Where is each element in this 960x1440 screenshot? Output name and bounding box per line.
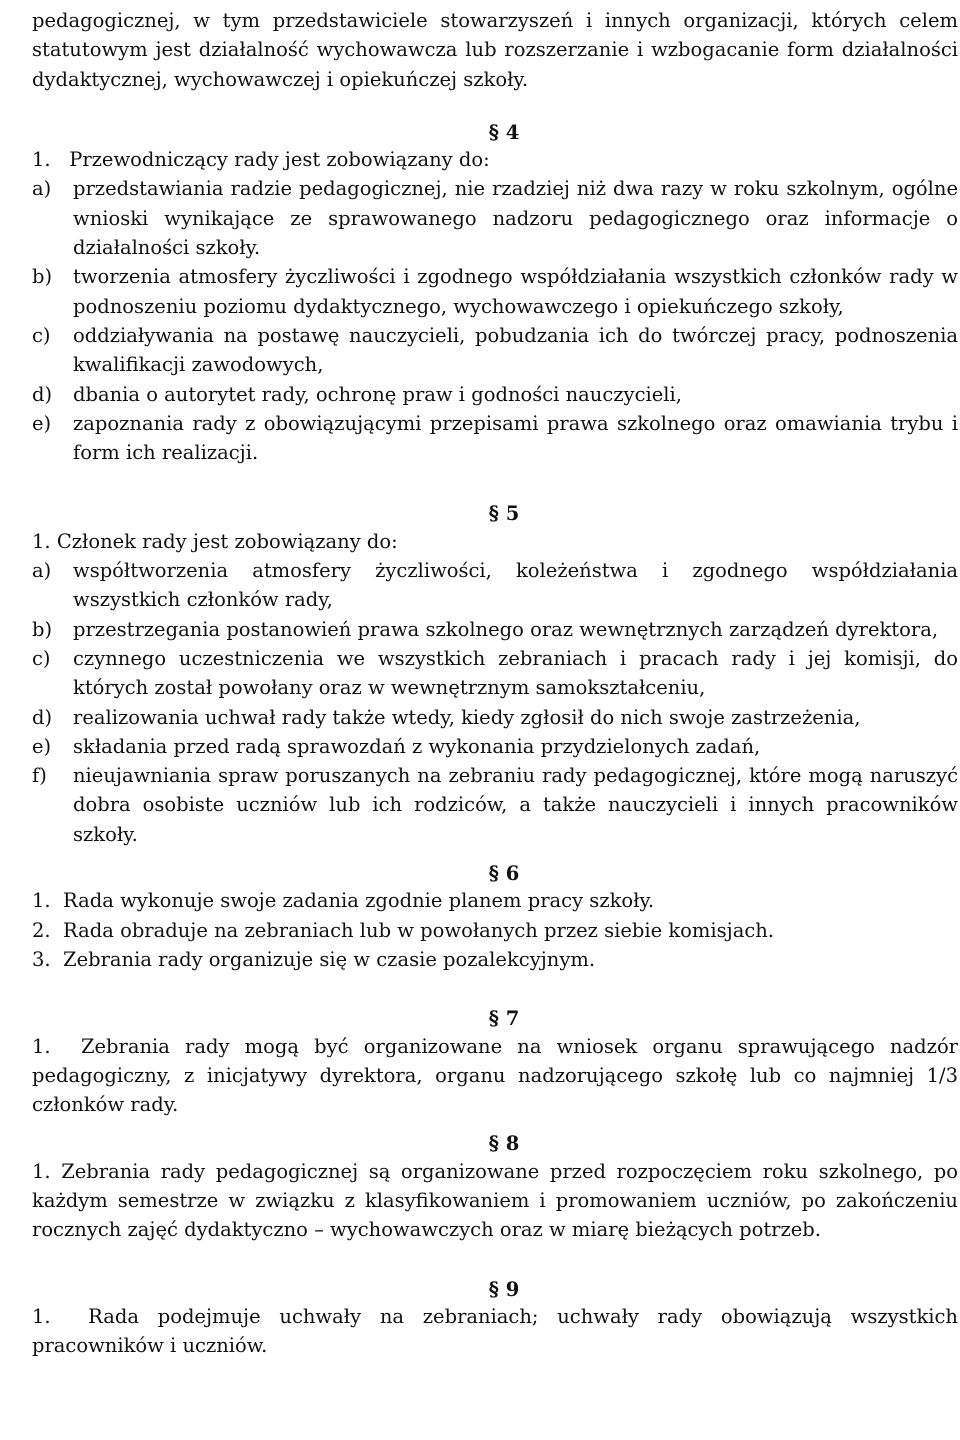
item-text: współtworzenia atmosfery życzliwości, koleżeństwa i zgodnego współdziałania wszystkich członków rady, bbox=[73, 559, 958, 612]
item-label: b) bbox=[32, 265, 53, 289]
section-7-heading: § 7 bbox=[488, 1007, 520, 1031]
point-text: Przewodniczący rady jest zobowiązany do: bbox=[69, 148, 490, 172]
point-label: 1. bbox=[32, 1034, 51, 1058]
item-text: oddziaływania na postawę nauczycieli, pobudzania ich do twórczej pracy, podnoszenia kwalifikacji zawodowych, bbox=[73, 323, 958, 377]
item-label: d) bbox=[32, 705, 53, 729]
section-5-item-e bbox=[32, 732, 958, 761]
point-text: Rada podejmuje uchwały na zebraniach; uchwały rady obowiązują wszystkich pracowników i uczniów. bbox=[32, 1304, 958, 1358]
section-4-item-b bbox=[32, 262, 958, 321]
point-label: 3. bbox=[32, 947, 51, 971]
point-text: Zebrania rady mogą być organizowane na wniosek organu sprawującego nadzór pedagogiczny, z inicjatywy dyrektora, organu nadzorującego szkołę lub co najmniej 1/3 członków rady. bbox=[32, 1034, 959, 1117]
item-label: b) bbox=[32, 617, 53, 641]
point-text: Rada obraduje na zebraniach lub w powołanych przez siebie komisjach. bbox=[63, 918, 774, 942]
item-text: nieujawniania spraw poruszanych na zebraniu rady pedagogicznej, które mogą naruszyć dobra osobiste uczniów lub ich rodziców, a także nauczycieli i innych pracowników szkoły. bbox=[73, 764, 958, 846]
point-label: 1. bbox=[32, 529, 51, 553]
item-text: przedstawiania radzie pedagogicznej, nie rzadziej niż dwa razy w roku szkolnym, ogólne wnioski wynikające ze sprawowanego nadzoru pedagogicznego oraz informacje o działalności szkoły. bbox=[73, 177, 958, 260]
section-5-item-b bbox=[32, 615, 958, 644]
section-4-item-a bbox=[32, 174, 958, 262]
item-text: dbania o autorytet rady, ochronę praw i godności nauczycieli, bbox=[73, 382, 682, 406]
item-label: a) bbox=[32, 177, 52, 201]
section-8-point-1 bbox=[32, 1157, 958, 1245]
item-label: f) bbox=[32, 764, 47, 788]
item-label: e) bbox=[32, 411, 52, 435]
point-text: Rada wykonuje swoje zadania zgodnie planem pracy szkoły. bbox=[63, 889, 655, 913]
section-4-item-d bbox=[32, 380, 958, 409]
section-5-item-a bbox=[32, 556, 958, 615]
section-5-heading: § 5 bbox=[488, 502, 520, 526]
point-text: Członek rady jest zobowiązany do: bbox=[56, 529, 398, 553]
section-9-point-1 bbox=[32, 1302, 958, 1361]
item-label: e) bbox=[32, 734, 52, 758]
item-text: zapoznania rady z obowiązującymi przepisami prawa szkolnego oraz omawiania trybu i form ich realizacji. bbox=[73, 411, 958, 465]
point-label: 1. bbox=[32, 148, 51, 172]
section-8-heading: § 8 bbox=[488, 1132, 520, 1156]
point-label: 1. bbox=[32, 889, 51, 913]
intro-paragraph: pedagogicznej, w tym przedstawiciele stowarzyszeń i innych organizacji, których celem statutowym jest działalność wychowawcza lub rozszerzanie i wzbogacanie form działalności dydaktycznej, wychowawczej i opiekuńczej szkoły. bbox=[32, 9, 958, 91]
item-label: c) bbox=[32, 646, 51, 670]
section-5-item-f bbox=[32, 761, 958, 849]
document-body bbox=[32, 6, 958, 1360]
section-5-point-1 bbox=[32, 527, 958, 556]
item-label: d) bbox=[32, 382, 53, 406]
item-label: a) bbox=[32, 559, 52, 583]
item-text: tworzenia atmosfery życzliwości i zgodnego współdziałania wszystkich członków rady w podnoszeniu poziomu dydaktycznego, wychowawczego i opiekuńczego szkoły, bbox=[73, 265, 958, 318]
section-9-heading: § 9 bbox=[488, 1277, 520, 1301]
section-4-point-1 bbox=[32, 145, 958, 174]
section-5-item-d bbox=[32, 703, 958, 732]
item-text: przestrzegania postanowień prawa szkolnego oraz wewnętrznych zarządzeń dyrektora, bbox=[73, 617, 939, 641]
item-text: realizowania uchwał rady także wtedy, kiedy zgłosił do nich swoje zastrzeżenia, bbox=[73, 705, 861, 729]
point-label: 1. bbox=[32, 1159, 51, 1183]
point-label: 1. bbox=[32, 1304, 51, 1328]
section-6-point-1 bbox=[32, 886, 958, 915]
section-5-item-c bbox=[32, 644, 958, 703]
item-text: składania przed radą sprawozdań z wykonania przydzielonych zadań, bbox=[73, 734, 761, 758]
point-text: Zebrania rady pedagogicznej są organizowane przed rozpoczęciem roku szkolnego, po każdym semestrze w związku z klasyfikowaniem i promowaniem uczniów, po zakończeniu rocznych zajęć dydaktyczno – wychowawczych oraz w miarę bieżących potrzeb. bbox=[32, 1159, 958, 1242]
section-4-item-c bbox=[32, 321, 958, 380]
point-text: Zebrania rady organizuje się w czasie pozalekcyjnym. bbox=[63, 947, 596, 971]
point-label: 2. bbox=[32, 918, 51, 942]
section-6-point-2 bbox=[32, 916, 958, 945]
section-6-heading: § 6 bbox=[488, 862, 520, 886]
item-label: c) bbox=[32, 323, 51, 347]
section-6-point-3 bbox=[32, 945, 958, 974]
section-7-point-1 bbox=[32, 1032, 958, 1120]
section-4-heading: § 4 bbox=[488, 120, 520, 144]
item-text: czynnego uczestniczenia we wszystkich zebraniach i pracach rady i jej komisji, do których został powołany oraz w wewnętrznym samokształceniu, bbox=[73, 646, 958, 700]
section-4-item-e bbox=[32, 409, 958, 468]
